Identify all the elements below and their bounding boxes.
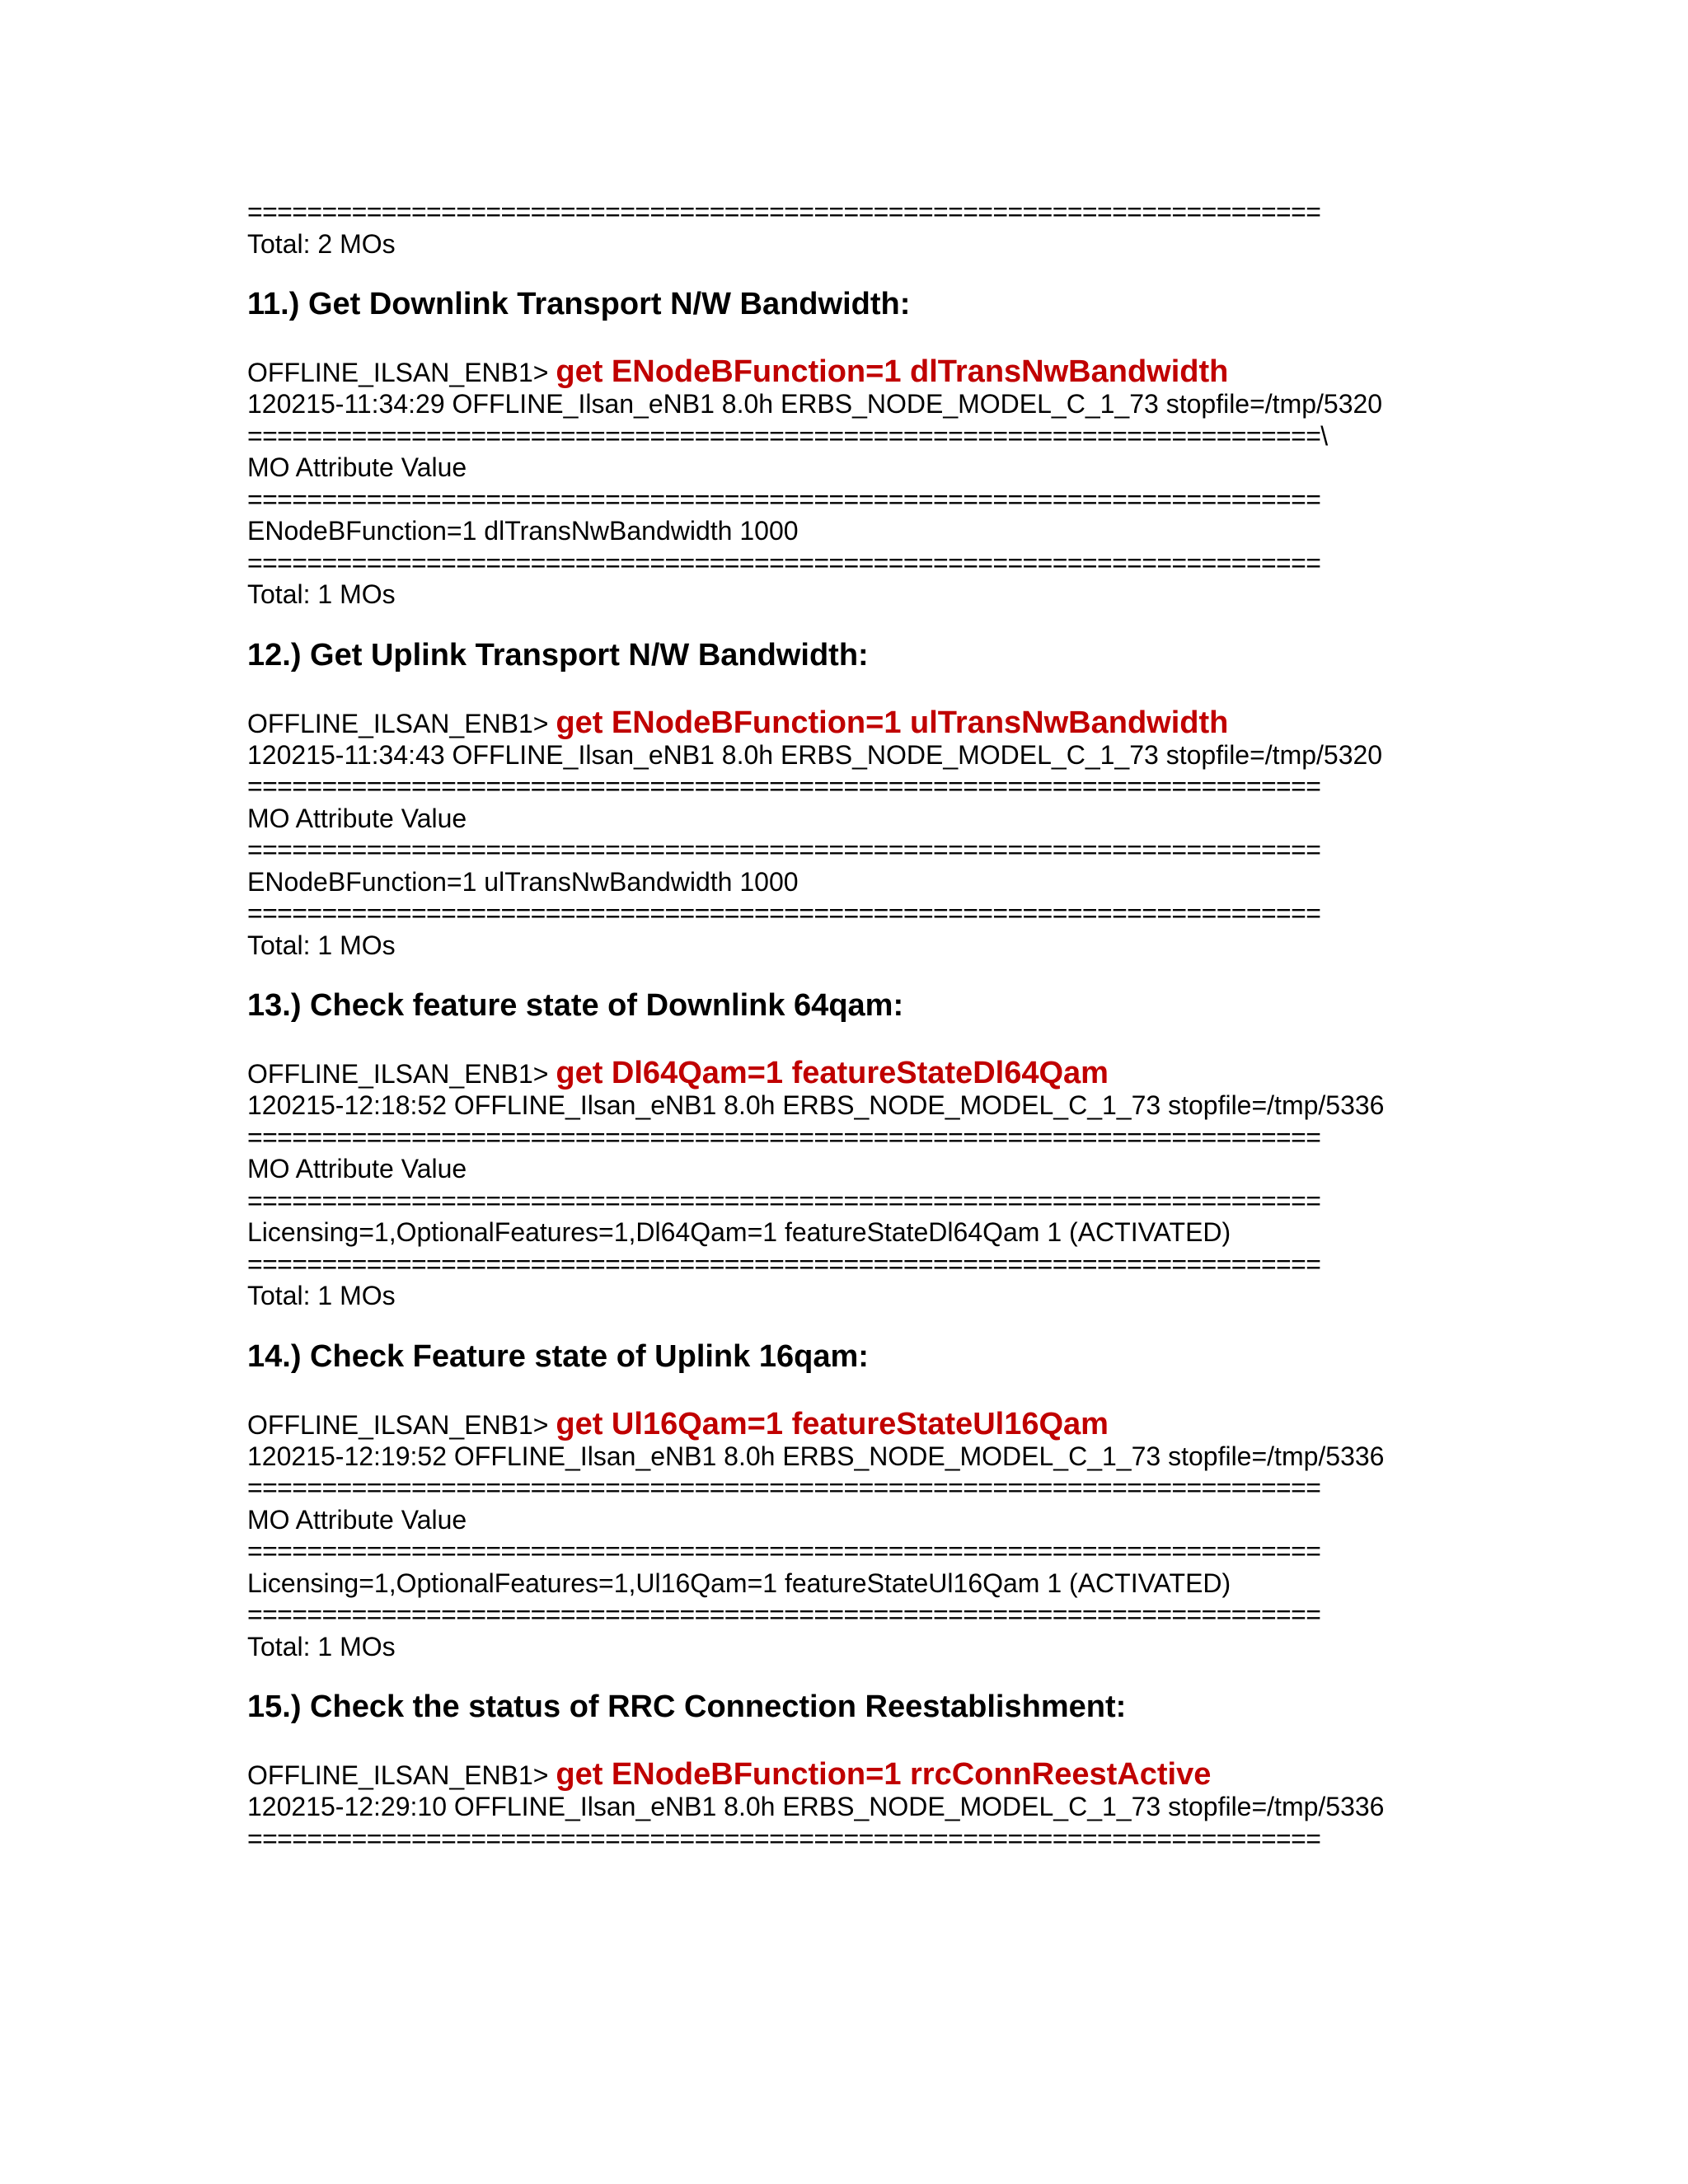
command-text: get ENodeBFunction=1 dlTransNwBandwidth [556,354,1229,389]
total-count: Total: 1 MOs [247,930,396,960]
prompt: OFFLINE_ILSAN_ENB1> [247,708,556,738]
section-heading: 15.) Check the status of RRC Connection Reestablishment: [247,1690,1127,1724]
separator-line: ======================================================================== [247,547,1321,578]
node-info-line: 120215-12:18:52 OFFLINE_Ilsan_eNB1 8.0h ERBS_NODE_MODEL_C_1_73 stopfile=/tmp/5336 [247,1090,1385,1120]
section-heading: 11.) Get Downlink Transport N/W Bandwidth: [247,287,911,321]
result-line: Licensing=1,OptionalFeatures=1,Ul16Qam=1 featureStateUl16Qam 1 (ACTIVATED) [247,1568,1231,1598]
command-text: get ENodeBFunction=1 rrcConnReestActive [556,1757,1212,1792]
table-header: MO Attribute Value [247,1154,467,1183]
node-info-line: 120215-11:34:29 OFFLINE_Ilsan_eNB1 8.0h ERBS_NODE_MODEL_C_1_73 stopfile=/tmp/5320 [247,389,1383,419]
command-text: get ENodeBFunction=1 ulTransNwBandwidth [556,705,1229,740]
node-info-line: 120215-11:34:43 OFFLINE_Ilsan_eNB1 8.0h ERBS_NODE_MODEL_C_1_73 stopfile=/tmp/5320 [247,739,1383,770]
separator-line: ======================================================================== [247,771,1321,801]
section-12 [247,637,1665,962]
table-header: MO Attribute Value [247,1504,467,1535]
command-line [247,706,1665,739]
separator-line: ======================================================================== [247,1473,1321,1502]
prompt: OFFLINE_ILSAN_ENB1> [247,358,556,387]
total-count: Total: 1 MOs [247,579,396,609]
command-text: get Ul16Qam=1 featureStateUl16Qam [556,1406,1109,1441]
section-14 [247,1338,1665,1663]
total-count: Total: 1 MOs [247,1281,396,1310]
command-line [247,1758,1665,1791]
document-body [247,196,1665,1854]
section-13 [247,987,1665,1312]
separator-line: ========================================================================\ [247,420,1328,451]
separator-line: ======================================================================== [247,1249,1321,1279]
separator-line: ======================================================================== [247,197,1321,227]
separator-line: ======================================================================== [247,835,1321,865]
node-info-line: 120215-12:29:10 OFFLINE_Ilsan_eNB1 8.0h ERBS_NODE_MODEL_C_1_73 stopfile=/tmp/5336 [247,1792,1385,1821]
table-header: MO Attribute Value [247,803,467,833]
total-count: Total: 1 MOs [247,1631,396,1661]
prompt: OFFLINE_ILSAN_ENB1> [247,1059,556,1089]
separator-line: ======================================================================== [247,1600,1321,1629]
separator-line: ======================================================================== [247,484,1321,514]
section-15 [247,1689,1665,1854]
result-line: ENodeBFunction=1 dlTransNwBandwidth 1000 [247,516,799,546]
prompt: OFFLINE_ILSAN_ENB1> [247,1409,556,1440]
prompt: OFFLINE_ILSAN_ENB1> [247,1760,556,1790]
separator-line: ======================================================================== [247,1185,1321,1216]
total-count: Total: 2 MOs [247,228,396,259]
command-line [247,1408,1665,1441]
section-heading: 13.) Check feature state of Downlink 64qam: [247,988,904,1023]
section-heading: 12.) Get Uplink Transport N/W Bandwidth: [247,637,869,673]
section-11 [247,286,1665,611]
section-heading: 14.) Check Feature state of Uplink 16qam: [247,1338,869,1374]
separator-line: ======================================================================== [247,1122,1321,1152]
result-line: ENodeBFunction=1 ulTransNwBandwidth 1000 [247,866,799,897]
separator-line: ======================================================================== [247,1823,1321,1854]
result-line: Licensing=1,OptionalFeatures=1,Dl64Qam=1 featureStateDl64Qam 1 (ACTIVATED) [247,1217,1231,1247]
table-header: MO Attribute Value [247,452,467,482]
command-text: get Dl64Qam=1 featureStateDl64Qam [556,1056,1109,1090]
command-line [247,355,1665,388]
node-info-line: 120215-12:19:52 OFFLINE_Ilsan_eNB1 8.0h ERBS_NODE_MODEL_C_1_73 stopfile=/tmp/5336 [247,1441,1385,1471]
separator-line: ======================================================================== [247,898,1321,928]
separator-line: ======================================================================== [247,1536,1321,1566]
command-line [247,1057,1665,1090]
